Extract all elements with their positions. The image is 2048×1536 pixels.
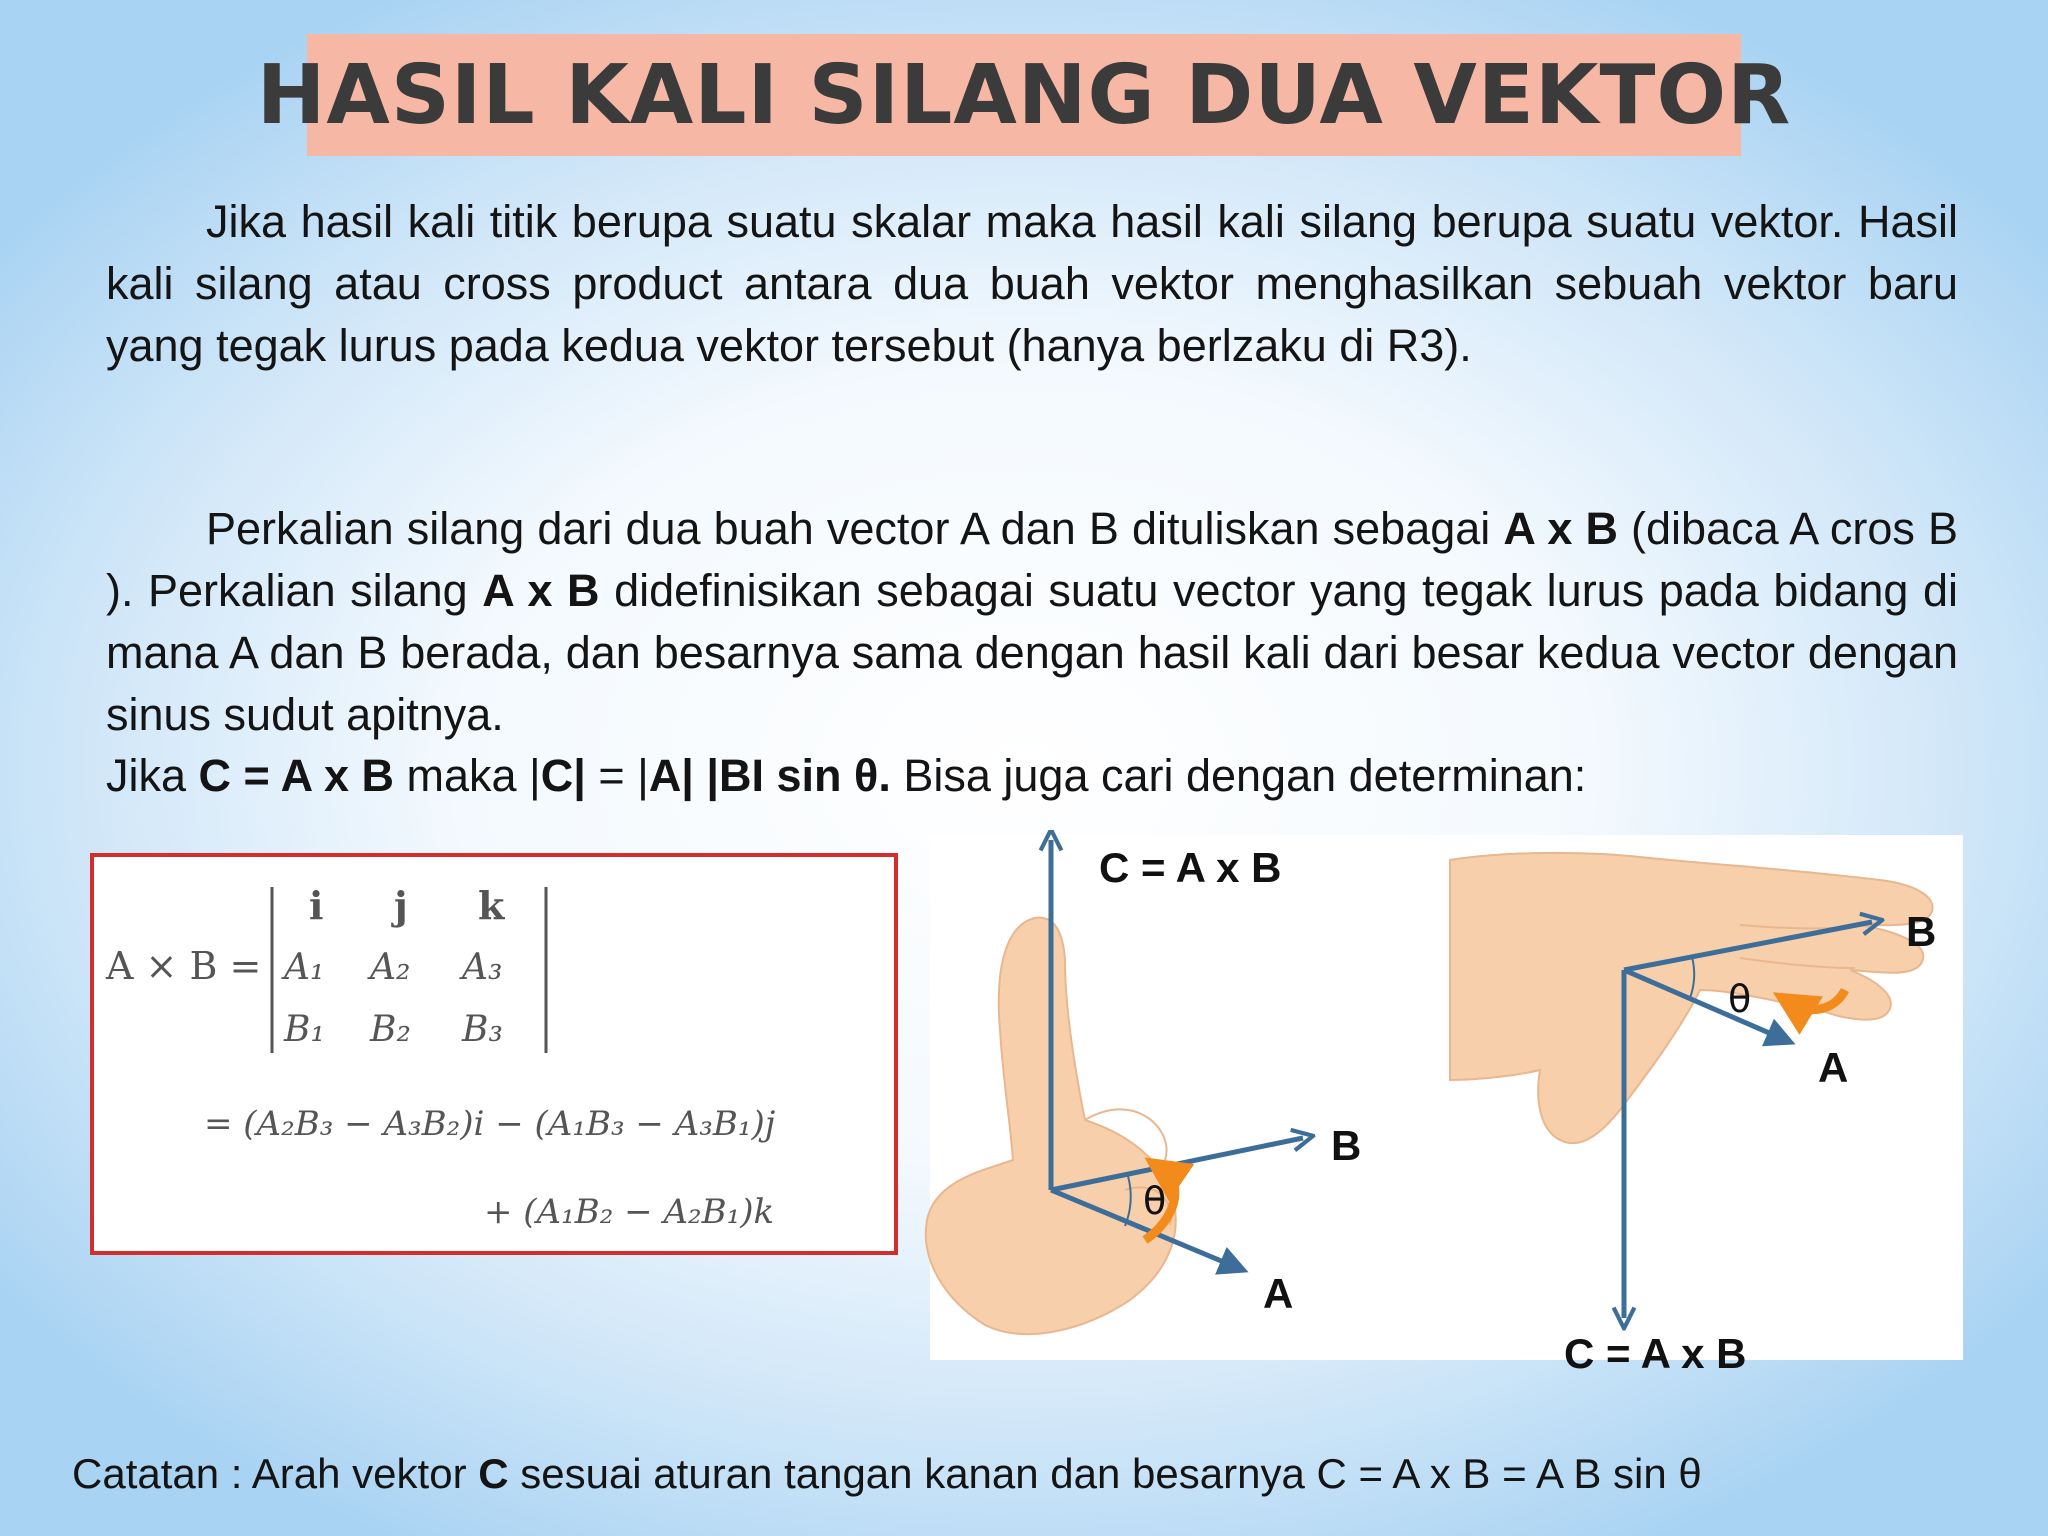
- label-c: C = A x B: [1564, 1330, 1747, 1377]
- paragraph-intro: Jika hasil kali titik berupa suatu skalar maka hasil kali silang berupa suatu vektor. Hasil kali silang atau cross product antara dua buah vektor menghasilkan sebuah vektor baru yang tegak lurus pada kedua vektor tersebut (hanya berlzaku di R3).: [106, 196, 1958, 371]
- label-b: B: [1331, 1122, 1362, 1169]
- det-cell: A₂: [370, 947, 411, 988]
- label-a: A: [1818, 1044, 1849, 1091]
- det-cell: B₃: [462, 1009, 503, 1050]
- det-cell: A₃: [462, 947, 503, 988]
- det-cell: B₁: [284, 1009, 325, 1050]
- bold-span: C|: [540, 750, 586, 801]
- det-expansion-1: = (A₂B₃ − A₃B₂)i − (A₁B₃ − A₃B₁)j: [204, 1104, 776, 1144]
- label-theta: θ: [1728, 977, 1752, 1021]
- det-cell: k: [478, 883, 505, 928]
- det-cell: j: [394, 883, 408, 928]
- det-cell: B₂: [370, 1009, 411, 1050]
- bold-span: C: [478, 1450, 509, 1497]
- bold-span: C = A x B: [198, 750, 394, 801]
- text-span: didefinisikan sebagai suatu vector yang tegak lurus pada bidang di mana A dan B berada, dan besarnya sama dengan hasil kali dari besar kedua vector dengan sinus sudut apitnya.: [106, 565, 1958, 740]
- title-banner: [256, 34, 1792, 156]
- paragraph-definition: [106, 498, 1958, 746]
- text-span: Jika: [106, 750, 199, 801]
- page-title: HASIL KALI SILANG DUA VEKTOR: [256, 47, 1792, 143]
- formula-line: [106, 745, 1586, 807]
- text-span: (dibaca A cros B ). Perkalian silang: [106, 503, 1958, 616]
- bold-span: A x B: [1503, 503, 1618, 554]
- det-lhs: A × B =: [106, 944, 262, 988]
- text-span: Catatan : Arah vektor: [72, 1450, 479, 1497]
- label-theta: θ: [1143, 1179, 1167, 1223]
- det-cell: i: [309, 883, 324, 928]
- text-span: = |: [585, 750, 649, 801]
- bold-span: A x B: [482, 565, 600, 616]
- text-span: Perkalian silang dari dua buah vector A dan B dituliskan sebagai: [206, 503, 1504, 554]
- palm-rule-figure: [1440, 840, 1962, 1380]
- determinant-formula-box: [90, 853, 898, 1255]
- text-span: sesuai aturan tangan kanan dan besarnya C = A x B = A B sin θ: [508, 1450, 1702, 1497]
- text-span: Bisa juga cari dengan determinan:: [890, 750, 1587, 801]
- note-line: [72, 1443, 1702, 1505]
- det-cell: A₁: [284, 947, 325, 988]
- label-c: C = A x B: [1099, 844, 1282, 891]
- label-a: A: [1263, 1270, 1294, 1317]
- label-b: B: [1906, 908, 1937, 955]
- text-span: maka |: [394, 750, 541, 801]
- thumb-rule-figure: [915, 830, 1395, 1350]
- det-expansion-2: + (A₁B₂ − A₂B₁)k: [484, 1192, 775, 1232]
- determinant-svg: [94, 857, 894, 1251]
- bold-span: A| |BI sin θ.: [648, 750, 891, 801]
